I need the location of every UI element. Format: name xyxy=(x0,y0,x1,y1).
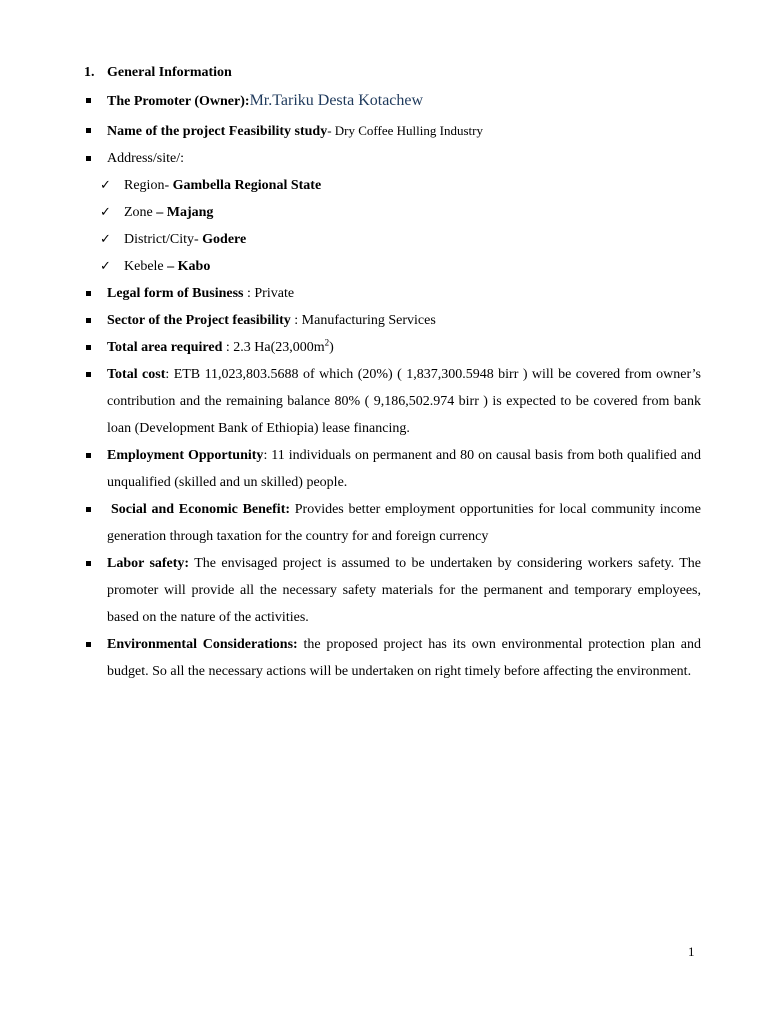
total-cost-text: : ETB 11,023,803.5688 of which (20%) ( 1,837,300.5948 birr ) will be covered from owner’s contribution and the remaining balance 80% ( 9,186,502.974 birr ) is expected to be covered from bank loan (Development Bank of Ethiopia) lease financing. xyxy=(107,367,701,436)
sector-value: : Manufacturing Services xyxy=(290,313,436,328)
total-area-superscript: 2 xyxy=(324,337,330,348)
district-prefix: District/City- xyxy=(124,232,203,247)
square-bullet-icon xyxy=(86,507,91,512)
total-area-suffix: ) xyxy=(329,340,334,355)
address-district xyxy=(84,226,701,253)
square-bullet-icon xyxy=(86,345,91,350)
kebele-value: – Kabo xyxy=(167,259,211,274)
square-bullet-icon xyxy=(86,372,91,377)
zone-prefix: Zone xyxy=(124,205,157,220)
checkmark-icon: ✓ xyxy=(100,178,111,193)
project-name-value: - Dry Coffee Hulling Industry xyxy=(327,123,483,138)
list-item-total-cost xyxy=(84,361,701,442)
list-item-total-area xyxy=(84,334,701,361)
square-bullet-icon xyxy=(86,98,91,103)
address-kebele xyxy=(84,253,701,280)
list-item-employment xyxy=(84,442,701,496)
social-benefit-label: Social and Economic Benefit: xyxy=(111,502,291,517)
square-bullet-icon xyxy=(86,291,91,296)
page-number: 1 xyxy=(688,944,695,959)
list-item-project-name xyxy=(84,117,701,145)
list-item-promoter xyxy=(84,86,701,117)
list-item-legal-form xyxy=(84,280,701,307)
total-area-label: Total area required xyxy=(107,340,223,355)
legal-form-label: Legal form of Business xyxy=(107,286,244,301)
list-item-address xyxy=(84,145,701,172)
address-label: Address/site/: xyxy=(107,151,184,166)
square-bullet-icon xyxy=(86,318,91,323)
promoter-label: The Promoter (Owner): xyxy=(107,94,250,109)
general-info-list xyxy=(84,86,701,685)
environmental-label: Environmental Considerations: xyxy=(107,637,298,652)
total-cost-label: Total cost xyxy=(107,367,166,382)
section-number: 1. xyxy=(84,65,95,80)
labor-safety-label: Labor safety: xyxy=(107,556,190,571)
list-item-social-benefit xyxy=(84,496,701,550)
address-region xyxy=(84,172,701,199)
region-prefix: Region- xyxy=(124,178,173,193)
square-bullet-icon xyxy=(86,561,91,566)
square-bullet-icon xyxy=(86,453,91,458)
promoter-name: Mr.Tariku Desta Kotachew xyxy=(249,92,424,109)
square-bullet-icon xyxy=(86,128,91,133)
zone-value: – Majang xyxy=(156,205,214,220)
employment-label: Employment Opportunity xyxy=(107,448,264,463)
address-zone xyxy=(84,199,701,226)
checkmark-icon: ✓ xyxy=(100,259,111,274)
list-item-sector xyxy=(84,307,701,334)
square-bullet-icon xyxy=(86,156,91,161)
kebele-prefix: Kebele xyxy=(124,259,168,274)
project-name-label: Name of the project Feasibility study xyxy=(107,124,328,139)
region-value: Gambella Regional State xyxy=(172,178,322,193)
total-area-value: : 2.3 Ha(23,000m xyxy=(222,340,325,355)
sector-label: Sector of the Project feasibility xyxy=(107,313,291,328)
legal-form-value: : Private xyxy=(243,286,295,301)
section-heading xyxy=(84,59,232,86)
list-item-labor-safety xyxy=(84,550,701,631)
social-benefit-text: Provides better employment opportunities for local community income generation through taxation for the country for and foreign currency xyxy=(107,502,701,544)
employment-text: : 11 individuals on permanent and 80 on causal basis from both qualified and unqualified (skilled and un skilled) people. xyxy=(107,448,701,490)
district-value: Godere xyxy=(202,232,247,247)
section-title: General Information xyxy=(107,65,232,80)
square-bullet-icon xyxy=(86,642,91,647)
checkmark-icon: ✓ xyxy=(100,232,111,247)
labor-safety-text: The envisaged project is assumed to be undertaken by considering workers safety. The promoter will provide all the necessary safety materials for the permanent and temporary employees, based on the nature of the activities. xyxy=(107,556,702,625)
environmental-text: the proposed project has its own environmental protection plan and budget. So all the necessary actions will be undertaken on right timely before affecting the environment. xyxy=(107,637,701,679)
list-item-environmental xyxy=(84,631,701,685)
checkmark-icon: ✓ xyxy=(100,205,111,220)
